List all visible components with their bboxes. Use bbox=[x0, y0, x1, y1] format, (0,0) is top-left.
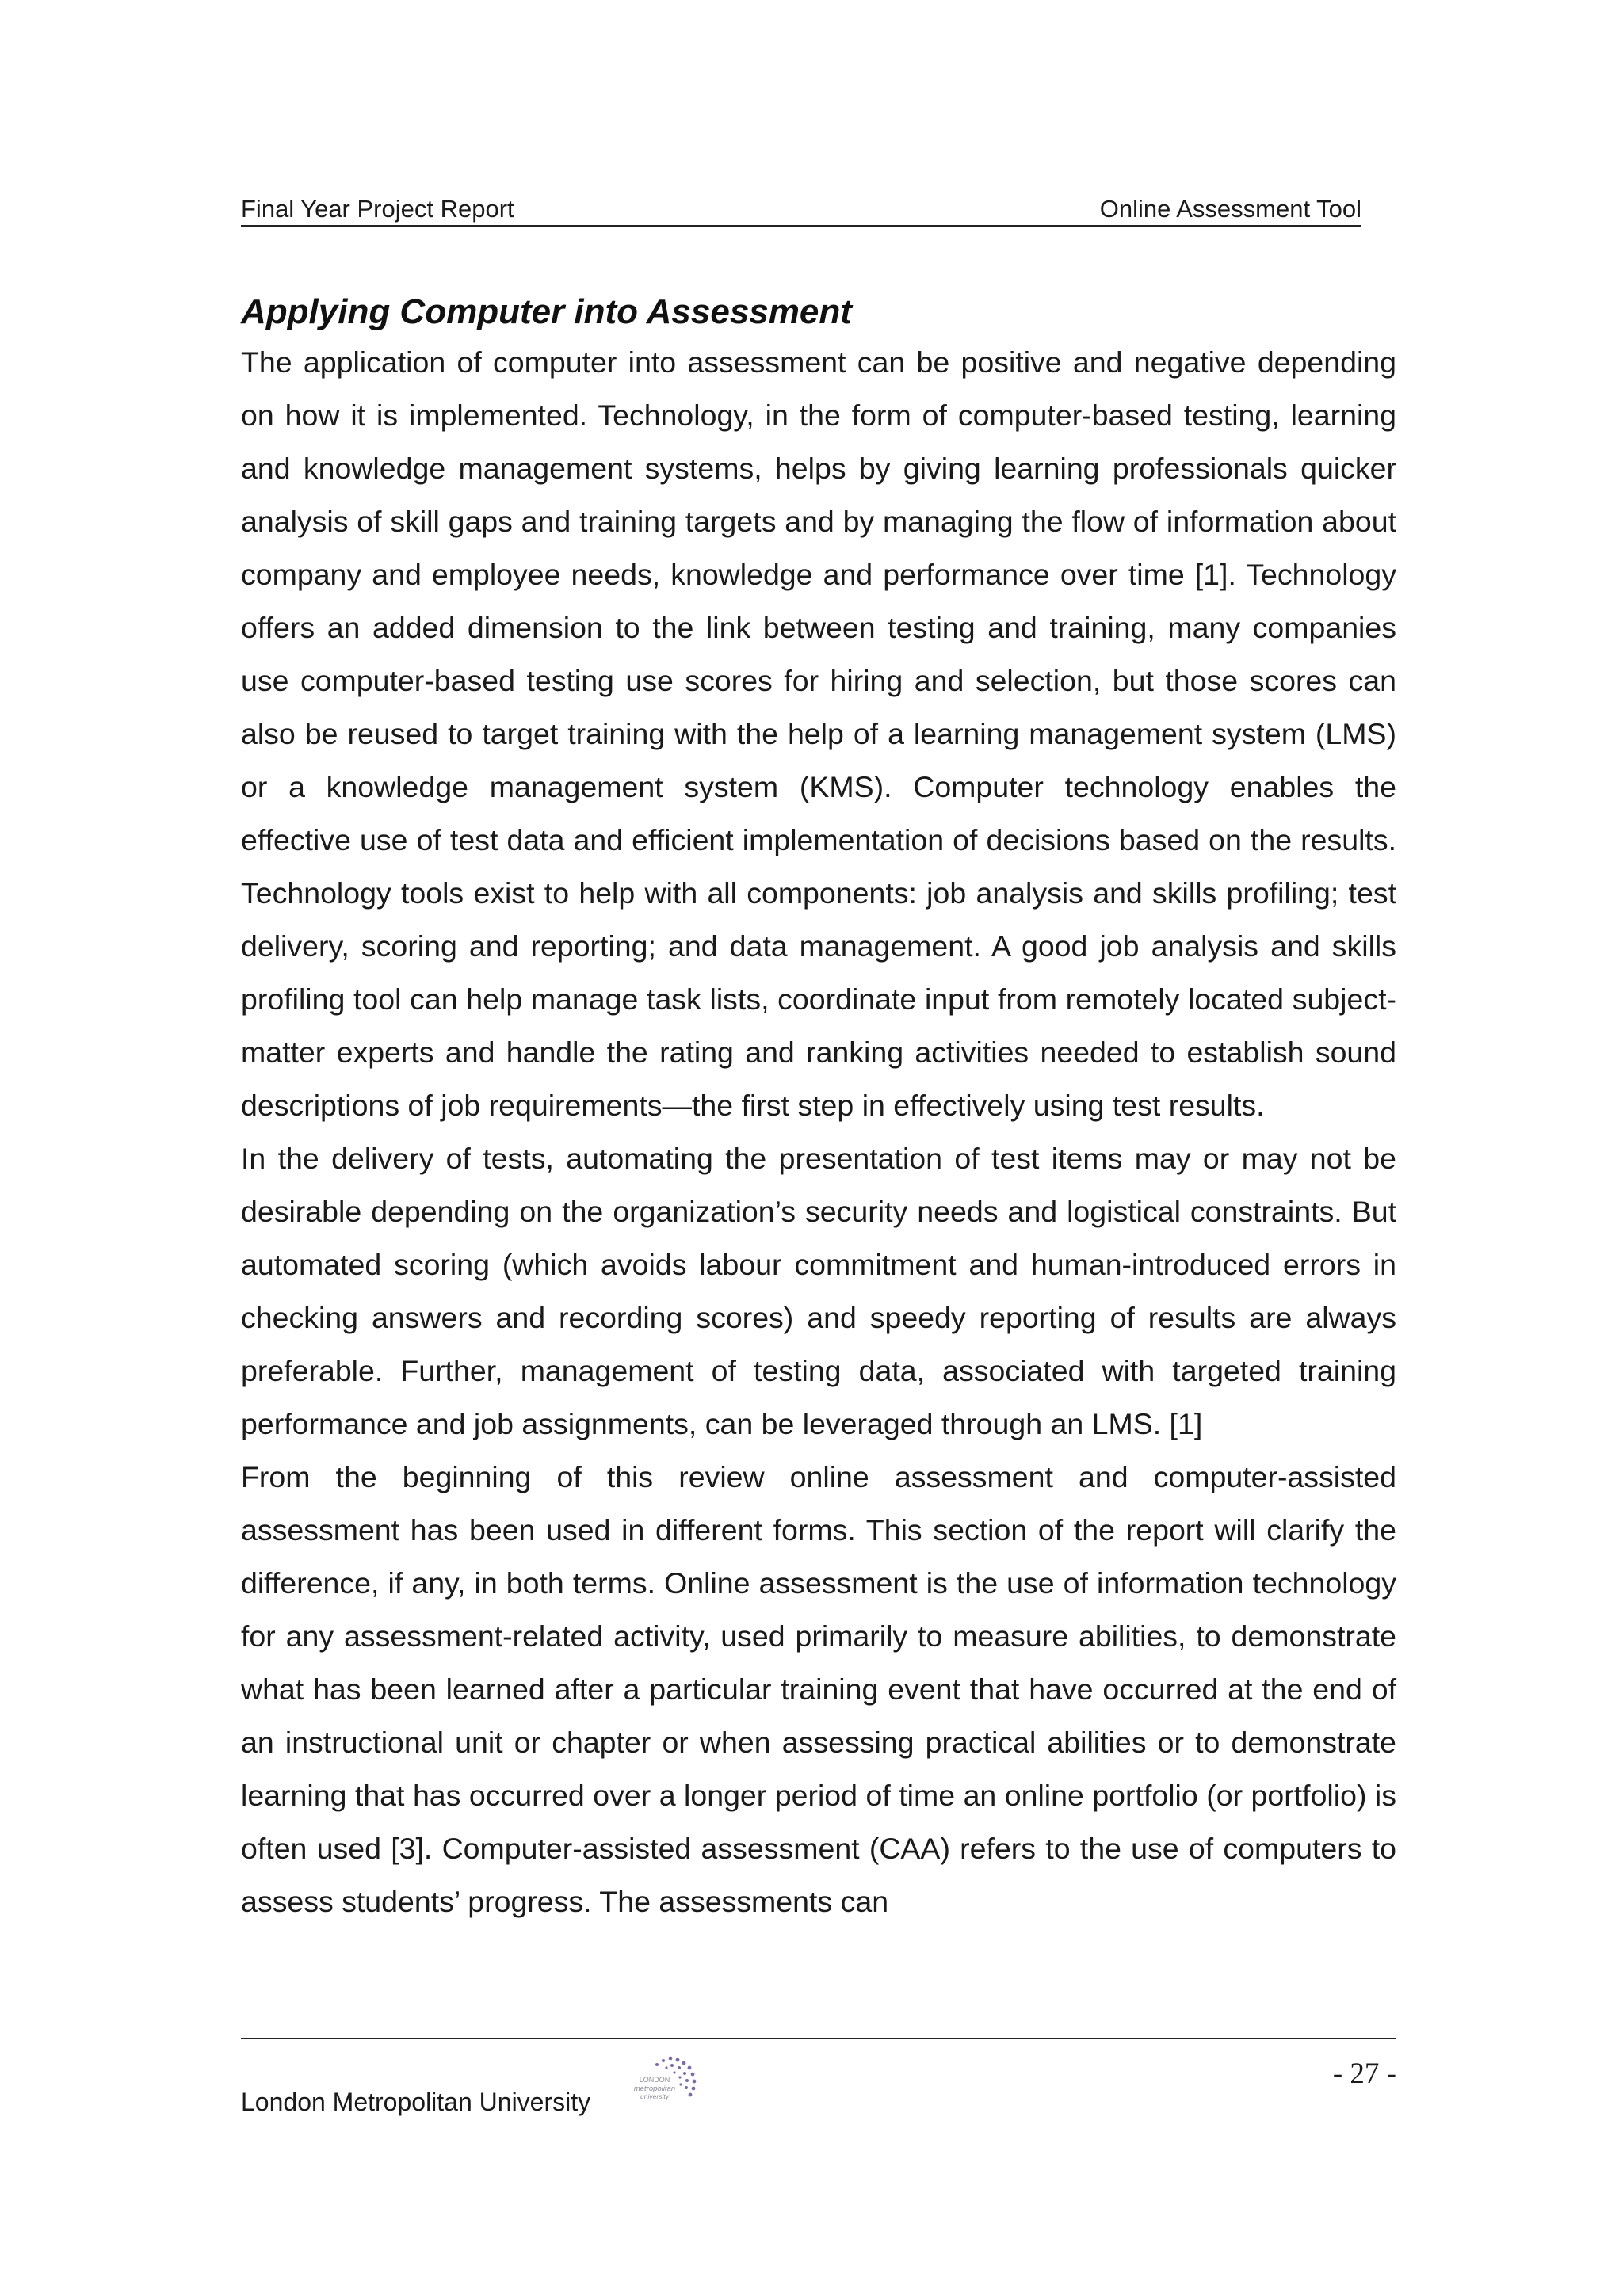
body-paragraph: The application of computer into assessment can be positive and negative depending on how it is implemented. Technology, in the form of computer-based testing, learning and knowledge management systems, helps by giving learning professionals quicker analysis of skill gaps and training targets and by managing the flow of information about company and employee needs, knowledge and performance over time [1]. Technology offers an added dimension to the link between testing and training, many companies use computer-based testing use scores for hiring and selection, but those scores can also be reused to target training with the help of a learning management system (LMS) or a knowledge management system (KMS). Computer technology enables the effective use of test data and efficient implementation of decisions based on the results. Technology tools exist to help with all components: job analysis and skills profiling; test delivery, scoring and reporting; and data management. A good job analysis and skills profiling tool can help manage task lists, coordinate input from remotely located subject-matter experts and handle the rating and ranking activities needed to establish sound descriptions of job requirements—the first step in effectively using test results. bbox=[241, 345, 1396, 1122]
page-body bbox=[241, 288, 1396, 1928]
footer-university-name: London Metropolitan University bbox=[241, 2088, 591, 2116]
logo-text-line: university bbox=[640, 2092, 669, 2100]
body-paragraph: In the delivery of tests, automating the presentation of test items may or may not be desirable depending on the organization’s security needs and logistical constraints. But automated scoring (which avoids labour commitment and human-introduced errors in checking answers and recording scores) and speedy reporting of results are always preferable. Further, management of testing data, associated with targeted training performance and job assignments, can be leveraged through an LMS. [1] bbox=[241, 1142, 1396, 1440]
body-paragraph: From the beginning of this review online assessment and computer-assisted assessment has been used in different forms. This section of the report will clarify the difference, if any, in both terms. Online assessment is the use of information technology for any assessment-related activity, used primarily to measure abilities, to demonstrate what has been learned after a particular training event that have occurred at the end of an instructional unit or chapter or when assessing practical abilities or to demonstrate learning that has occurred over a longer period of time an online portfolio (or portfolio) is often used [3]. Computer-assisted assessment (CAA) refers to the use of computers to assess students’ progress. The assessments can bbox=[241, 1460, 1396, 1918]
running-header bbox=[241, 195, 1361, 227]
logo-text-line: LONDON bbox=[639, 2076, 670, 2084]
header-project-name: Online Assessment Tool bbox=[1099, 195, 1361, 223]
page-number: - 27 - bbox=[1332, 2058, 1396, 2090]
london-metropolitan-university-logo-icon bbox=[623, 2054, 701, 2115]
footer-divider bbox=[241, 2038, 1396, 2039]
section-heading: Applying Computer into Assessment bbox=[241, 292, 852, 331]
logo-text-line: metropolitan bbox=[633, 2084, 676, 2093]
header-report-title: Final Year Project Report bbox=[241, 195, 514, 223]
